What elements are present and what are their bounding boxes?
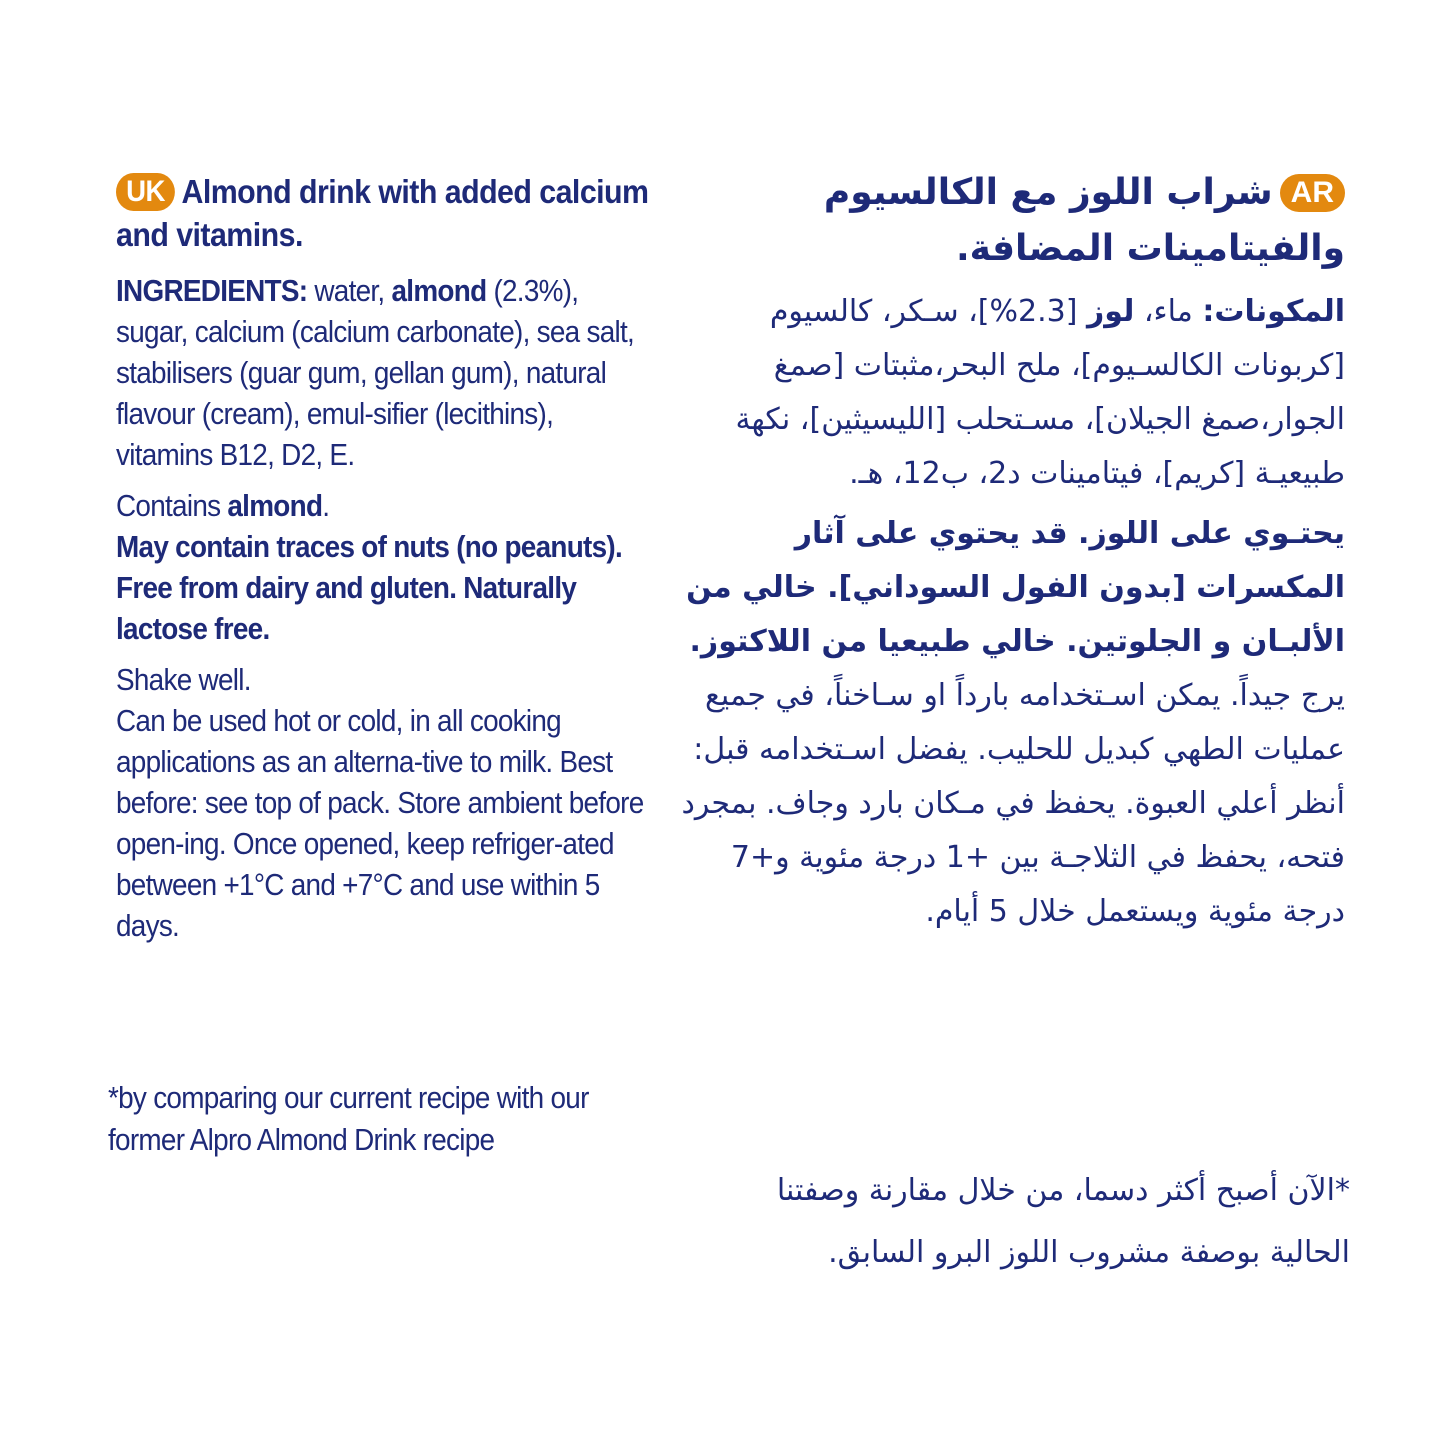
ar-language-badge: AR — [1280, 174, 1345, 212]
ar-ingredients — [680, 285, 1345, 501]
uk-body — [116, 270, 647, 946]
ar-allergens-usage — [680, 507, 1345, 939]
ar-label-panel — [680, 165, 1345, 945]
ar-ingredients-text-1: ماء، — [1134, 294, 1203, 329]
uk-allergens — [116, 485, 647, 649]
ar-ingredients-text-2: [2.3%]، سـكر، كالسيوم [كربونات الكالسـيوم]، ملح البحر،مثبتات [صمغ الجوار،صمغ الجيلان]، مسـتحلب [الليسيثين]، نكهة طبيعيـة [كريم]، فيتامينات د2، ب12، هـ. — [735, 294, 1345, 491]
uk-contains-prefix: Contains — [116, 488, 228, 523]
uk-contains-suffix: . — [322, 488, 330, 523]
uk-ingredients-text-2: (2.3%), sugar, calcium (calcium carbonate), sea salt, stabilisers (guar gum, gellan gum), natural flavour (cream), emul-sifier (lecithins), vitamins B12, D2, E. — [116, 273, 635, 472]
uk-usage — [116, 659, 647, 946]
uk-product-title — [116, 170, 650, 256]
uk-title-text: Almond drink with added calcium and vitamins. — [116, 173, 649, 253]
uk-allergen-warning: May contain traces of nuts (no peanuts). Free from dairy and gluten. Naturally lactose free. — [116, 529, 623, 646]
ar-footnote: *الآن أصبح أكثر دسما، من خلال مقارنة وصفتنا الحالية بوصفة مشروب اللوز البرو السابق. — [776, 1173, 1350, 1270]
ar-product-title — [680, 165, 1345, 277]
ar-allergen-warning: يحتـوي على اللوز. قد يحتوي على آثار المكسرات [بدون الفول السوداني]. خالي من الألبـان و الجلوتين. خالي طبيعيا من اللاكتوز. — [686, 516, 1345, 659]
uk-ingredients-almond: almond — [391, 273, 487, 308]
ar-usage-text: يرج جيداً. يمكن اسـتخدامه بارداً او سـاخناً، في جميع عمليات الطهي كبديل للحليب. يفضل اسـتخدامه قبل: أنظر أعلي العبوة. يحفظ في مـكان بارد وجاف. بمجرد فتحه، يحفظ في الثلاجـة بين +1 درجة مئوية و+7 درجة مئوية ويستعمل خلال 5 أيام. — [681, 678, 1345, 929]
uk-language-badge: UK — [116, 173, 175, 211]
uk-label-panel — [116, 170, 651, 956]
uk-ingredients-text-1: water, — [307, 273, 392, 308]
uk-usage-text: Can be used hot or cold, in all cooking applications as an alterna-tive to milk. Best before: see top of pack. Store ambient before open-ing. Once opened, keep refriger-ated between +1°C and +7°C and use within 5 days. — [116, 703, 644, 943]
ar-ingredients-label: المكونات: — [1202, 294, 1345, 329]
ar-body — [680, 285, 1345, 939]
uk-ingredients-label: INGREDIENTS: — [116, 273, 308, 308]
ar-ingredients-almond: لوز — [1086, 294, 1135, 329]
uk-ingredients — [116, 270, 647, 475]
uk-footnote: *by comparing our current recipe with our former Alpro Almond Drink recipe — [108, 1080, 589, 1157]
ar-title-text: شراب اللوز مع الكالسيوم والفيتامينات المضافة. — [823, 172, 1345, 269]
uk-contains-almond: almond — [227, 488, 323, 523]
uk-shake-instruction: Shake well. — [116, 662, 251, 697]
